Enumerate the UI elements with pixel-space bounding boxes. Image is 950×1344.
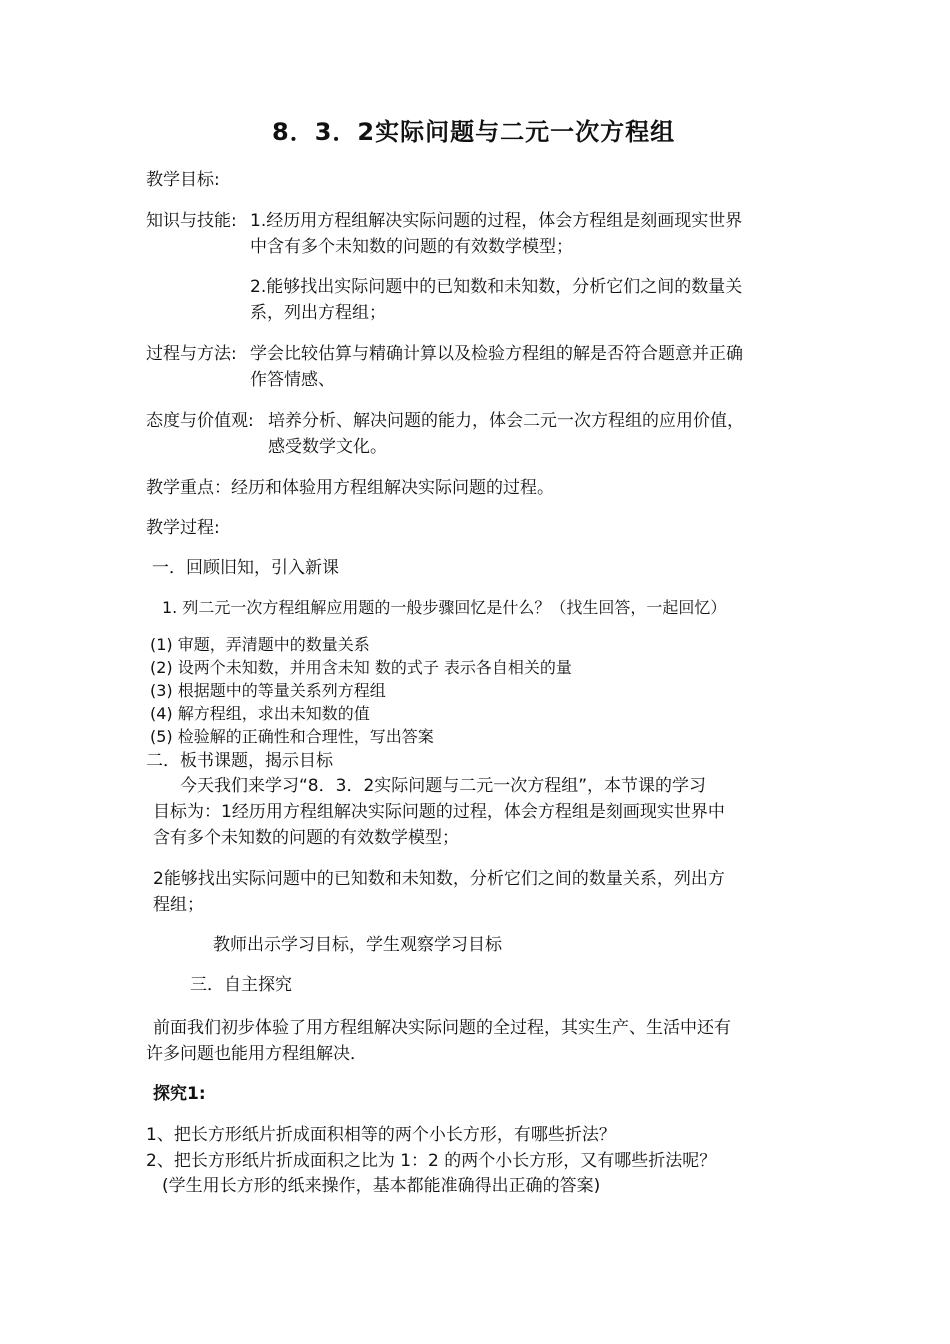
knowledge-item1-line2: 中含有多个未知数的问题的有效数学模型； (250, 237, 573, 257)
section3-intro-line1: 前面我们初步体验了用方程组解决实际问题的全过程，其实生产、生活中还有 (153, 1018, 731, 1038)
section3-intro-line2: 许多问题也能用方程组解决． (146, 1044, 367, 1064)
attitude-line1: 培养分析、解决问题的能力，体会二元一次方程组的应用价值， (268, 411, 744, 431)
goals-heading: 教学目标: (146, 170, 220, 190)
section2-line2: 目标为：1经历用方程组解决实际问题的过程，体会方程组是刻画现实世界中 (153, 802, 725, 822)
section3-heading: 三．自主探究 (190, 975, 292, 995)
knowledge-label: 知识与技能: (146, 211, 237, 231)
knowledge-item2-line2: 系，列出方程组； (250, 303, 386, 323)
step-item: (2) 设两个未知数，并用含未知 数的式子 表示各自相关的量 (150, 658, 572, 677)
knowledge-item1-line1: 1.经历用方程组解决实际问题的过程，体会方程组是刻画现实世界 (250, 211, 743, 231)
explore-question-1: 1、把长方形纸片折成面积相等的两个小长方形，有哪些折法？ (146, 1125, 616, 1145)
explore-label: 探究1: (153, 1084, 206, 1104)
attitude-line2: 感受数学文化。 (268, 437, 387, 457)
section1-heading: 一．回顾旧知，引入新课 (152, 558, 339, 578)
section2-activity: 教师出示学习目标，学生观察学习目标 (213, 935, 502, 955)
process-line2: 作答情感、 (250, 370, 335, 390)
process-heading: 教学过程: (146, 518, 220, 538)
knowledge-item2-line1: 2.能够找出实际问题中的已知数和未知数，分析它们之间的数量关 (250, 277, 743, 297)
step-item: (4) 解方程组，求出未知数的值 (150, 704, 370, 723)
section2-goal2-line2: 程组； (153, 895, 204, 915)
step-item: (5) 检验解的正确性和合理性，写出答案 (150, 727, 434, 746)
section2-line1: 今天我们来学习“8．3．2实际问题与二元一次方程组”，本节课的学习 (180, 776, 707, 796)
explore-question-2: 2、把长方形纸片折成面积之比为 1：2 的两个小长方形，又有哪些折法呢？ (146, 1151, 717, 1171)
key-point: 教学重点：经历和体验用方程组解决实际问题的过程。 (146, 478, 554, 498)
step-item: (1) 审题，弄清题中的数量关系 (150, 635, 370, 654)
process-label: 过程与方法: (146, 344, 237, 364)
step-item: (3) 根据题中的等量关系列方程组 (150, 681, 386, 700)
explore-note: (学生用长方形的纸来操作，基本都能准确得出正确的答案) (162, 1176, 601, 1196)
attitude-label: 态度与价值观: (146, 411, 254, 431)
section2-line3: 含有多个未知数的问题的有效数学模型； (153, 828, 459, 848)
section2-heading: 二．板书课题，揭示目标 (146, 751, 333, 771)
section1-question: 1. 列二元一次方程组解应用题的一般步骤回忆是什么？（找生回答，一起回忆） (162, 598, 727, 617)
section2-goal2-line1: 2能够找出实际问题中的已知数和未知数，分析它们之间的数量关系，列出方 (153, 869, 725, 889)
page-title: 8．3．2实际问题与二元一次方程组 (272, 118, 676, 146)
process-line1: 学会比较估算与精确计算以及检验方程组的解是否符合题意并正确 (250, 344, 743, 364)
